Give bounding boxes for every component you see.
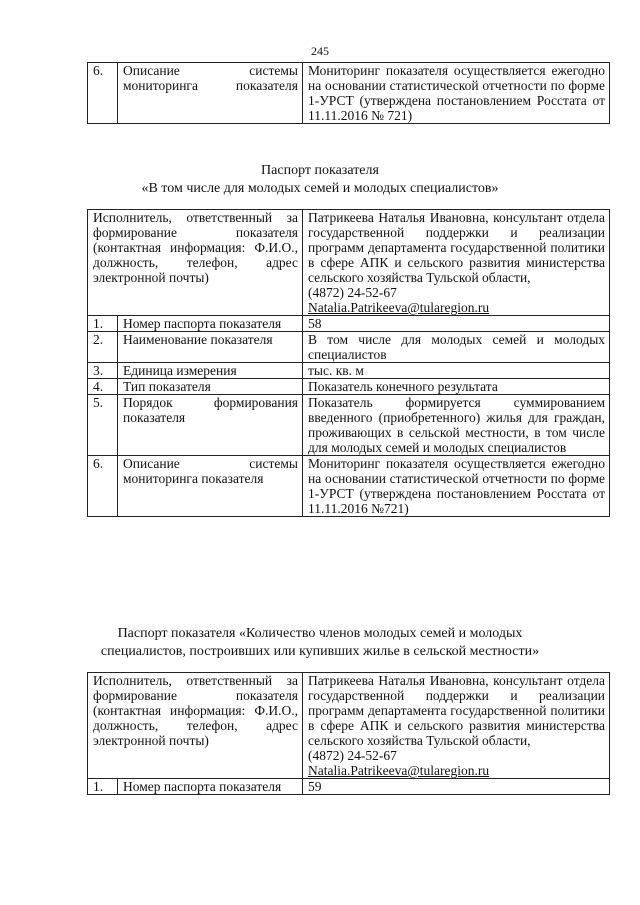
row-label: Описание системы мониторинга показателя: [118, 63, 303, 124]
row-number: 1.: [88, 316, 118, 332]
row-number: 6.: [88, 63, 118, 124]
row-label: Номер паспорта показателя: [118, 316, 303, 332]
table-row: [88, 316, 610, 332]
top-table: [87, 62, 610, 124]
row-number: 4.: [88, 379, 118, 395]
row-label: Описание системы мониторинга показателя: [118, 456, 303, 517]
executor-email: Natalia.Patrikeeva@tularegion.ru: [308, 763, 490, 778]
row-value: 58: [303, 316, 610, 332]
executor-value: Патрикеева Наталья Ивановна, консультант отдела государственной поддержки и реализации программ департамента государственной политики в сфере АПК и сельского развития министерства сельского хозяйства Тульской области, (4872) 24-52-67 Natalia.Patrikeeva@tularegion.ru: [303, 210, 610, 316]
executor-value: Патрикеева Наталья Ивановна, консультант отдела государственной поддержки и реализации программ департамента государственной политики в сфере АПК и сельского развития министерства сельского хозяйства Тульской области, (4872) 24-52-67 Natalia.Patrikeeva@tularegion.ru: [303, 673, 610, 779]
row-value: Показатель конечного результата: [303, 379, 610, 395]
executor-phone: (4872) 24-52-67: [308, 285, 397, 300]
section3-title: Паспорт показателя «Количество членов молодых семей и молодых специалистов, построивших или купивших жилье в сельской местности»: [100, 626, 540, 659]
table-row: [88, 779, 610, 795]
table-row: [88, 363, 610, 379]
executor-row: [88, 673, 610, 779]
row-value: Мониторинг показателя осуществляется ежегодно на основании статистической отчетности по форме 1-УРСТ (утверждена постановлением Росстата от 11.11.2016 №721): [303, 456, 610, 517]
row-number: 1.: [88, 779, 118, 795]
row-value: Мониторинг показателя осуществляется ежегодно на основании статистической отчетности по форме 1-УРСТ (утверждена постановлением Росстата от 11.11.2016 № 721): [303, 63, 610, 124]
executor-row: [88, 210, 610, 316]
row-value: Показатель формируется суммированием введенного (приобретенного) жилья для граждан, проживающих в сельской местности, в том числе для молодых семей и молодых специалистов: [303, 395, 610, 456]
row-value: 59: [303, 779, 610, 795]
table-row: [88, 395, 610, 456]
row-value: В том числе для молодых семей и молодых специалистов: [303, 332, 610, 363]
row-label: Номер паспорта показателя: [118, 779, 303, 795]
row-number: 6.: [88, 456, 118, 517]
page-number: 245: [311, 44, 329, 58]
row-number: 2.: [88, 332, 118, 363]
row-label: Тип показателя: [118, 379, 303, 395]
section2-title: Паспорт показателя «В том числе для молодых семей и молодых специалистов»: [141, 163, 499, 196]
table-row: [88, 63, 610, 124]
table-row: [88, 332, 610, 363]
row-number: 3.: [88, 363, 118, 379]
row-number: 5.: [88, 395, 118, 456]
executor-email: Natalia.Patrikeeva@tularegion.ru: [308, 300, 490, 315]
row-label: Порядок формирования показателя: [118, 395, 303, 456]
table-row: [88, 379, 610, 395]
passport-table-59: [87, 672, 610, 795]
passport-table-58: [87, 209, 610, 517]
row-value: тыс. кв. м: [303, 363, 610, 379]
row-label: Единица измерения: [118, 363, 303, 379]
executor-phone: (4872) 24-52-67: [308, 748, 397, 763]
executor-label: Исполнитель, ответственный за формирование показателя (контактная информация: Ф.И.О., должность, телефон, адрес электронной почты): [88, 673, 303, 779]
table-row: [88, 456, 610, 517]
row-label: Наименование показателя: [118, 332, 303, 363]
executor-label: Исполнитель, ответственный за формирование показателя (контактная информация: Ф.И.О., должность, телефон, адрес электронной почты): [88, 210, 303, 316]
